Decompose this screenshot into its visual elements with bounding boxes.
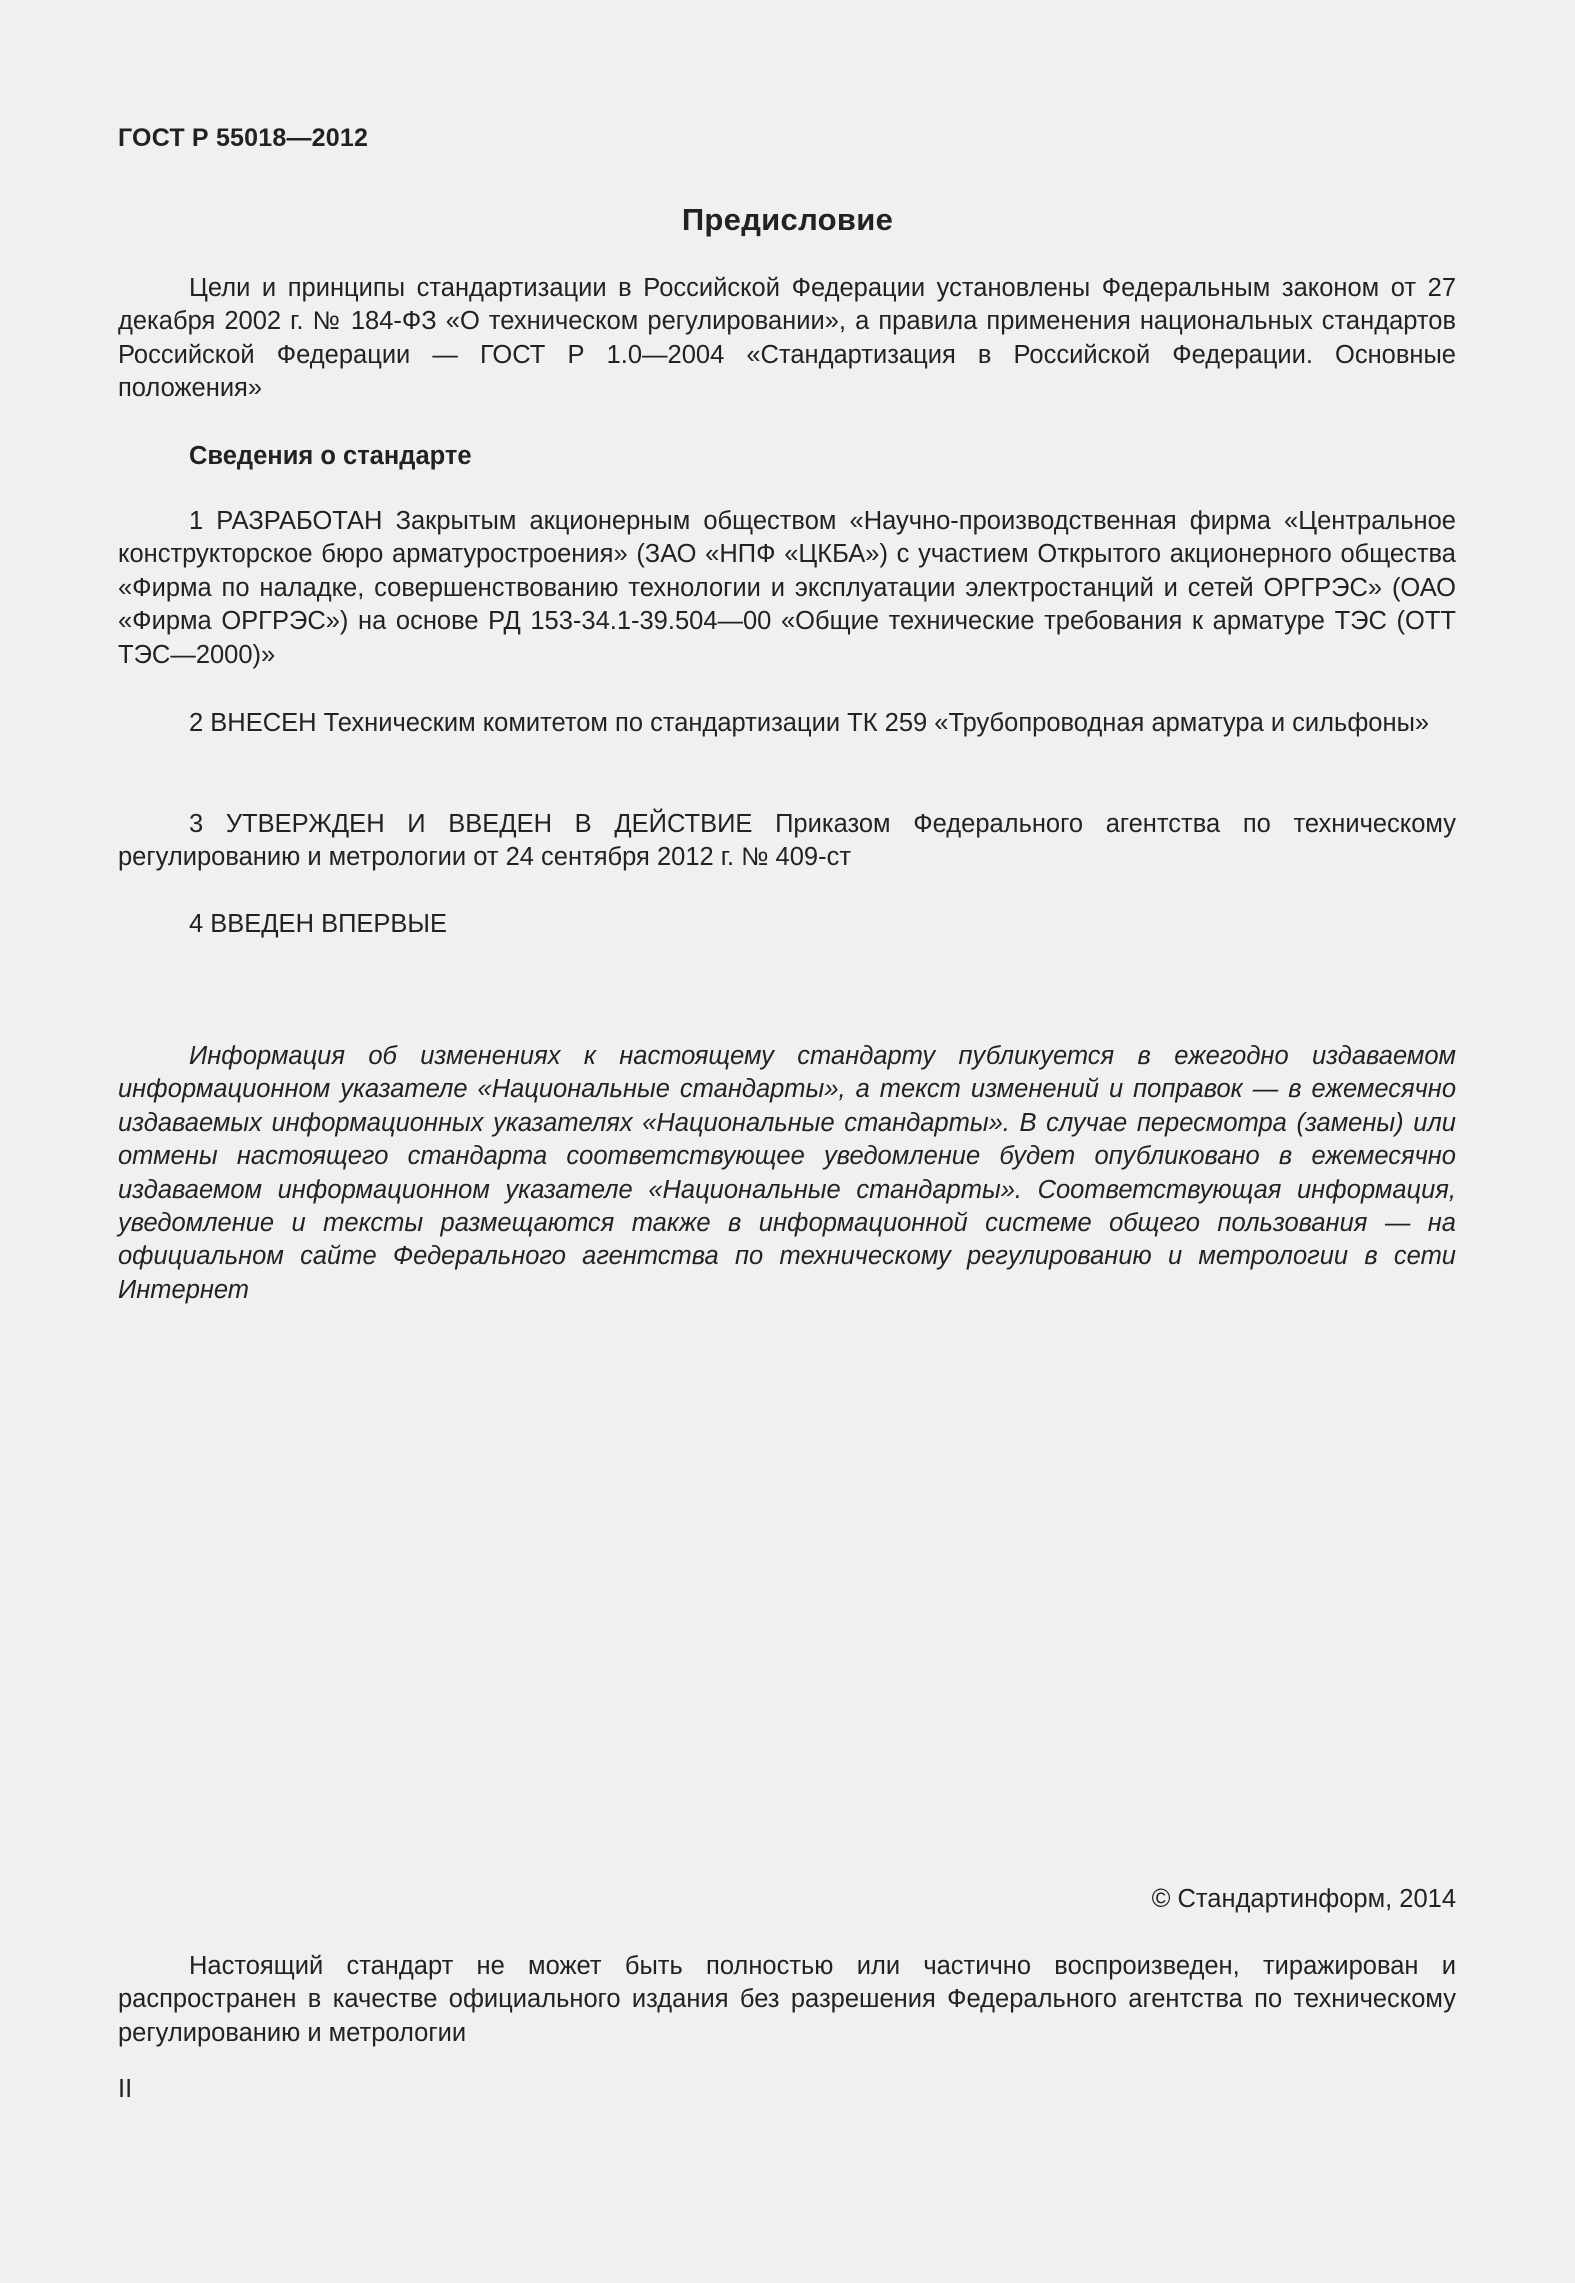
page-number: II: [118, 2075, 133, 2103]
list-item-introduced: 2 ВНЕСЕН Техническим комитетом по стандартизации ТК 259 «Трубопроводная арматура и сильфоны»: [189, 709, 1430, 737]
list-item-developed: 1 РАЗРАБОТАН Закрытым акционерным обществом «Научно-производственная фирма «Центральное конструкторское бюро арматуростроения» (ЗАО «НПФ «ЦКБА») с участием Открытого акционерного общества «Фирма по наладке, совершенствованию технологии и эксплуатации электростанций и сетей ОРГРЭС» (ОАО «Фирма ОРГРЭС») на основе РД 153-34.1-39.504—00 «Общие технические требования к арматуре ТЭС (ОТТ ТЭС—2000)»: [118, 507, 1456, 669]
page-title: Предисловие: [681, 202, 894, 237]
changes-notice: Информация об изменениях к настоящему стандарту публикуется в ежегодно издаваемом информационном указателе «Национальные стандарты», а текст изменений и поправок — в ежемесячно издаваемых информационных указателях «Национальные стандарты». В случае пересмотра (замены) или отмены настоящего стандарта соответствующее уведомление будет опубликовано в ежемесячно издаваемом информационном указателе «Национальные стандарты». Соответствующая информация, уведомление и тексты размещаются также в информационной системе общего пользования — на официальном сайте Федерального агентства по техническому регулированию и метрологии в сети Интернет: [118, 1042, 1456, 1304]
list-item-first-introduced: 4 ВВЕДЕН ВПЕРВЫЕ: [189, 910, 448, 938]
copyright: © Стандартинформ, 2014: [1151, 1885, 1456, 1913]
intro-paragraph: Цели и принципы стандартизации в Российской Федерации установлены Федеральным законом от 27 декабря 2002 г. № 184-ФЗ «О техническом регулировании», а правила применения национальных стандартов Российской Федерации — ГОСТ Р 1.0—2004 «Стандартизация в Российской Федерации. Основные положения»: [118, 274, 1456, 403]
document-code: ГОСТ Р 55018—2012: [118, 124, 369, 152]
list-item-approved: 3 УТВЕРЖДЕН И ВВЕДЕН В ДЕЙСТВИЕ Приказом Федерального агентства по техническому регулированию и метрологии от 24 сентября 2012 г. № 409-ст: [118, 810, 1456, 872]
reproduction-notice: Настоящий стандарт не может быть полностью или частично воспроизведен, тиражирован и распространен в качестве официального издания без разрешения Федерального агентства по техническому регулированию и метрологии: [118, 1952, 1456, 2047]
section-heading: Сведения о стандарте: [189, 442, 472, 470]
